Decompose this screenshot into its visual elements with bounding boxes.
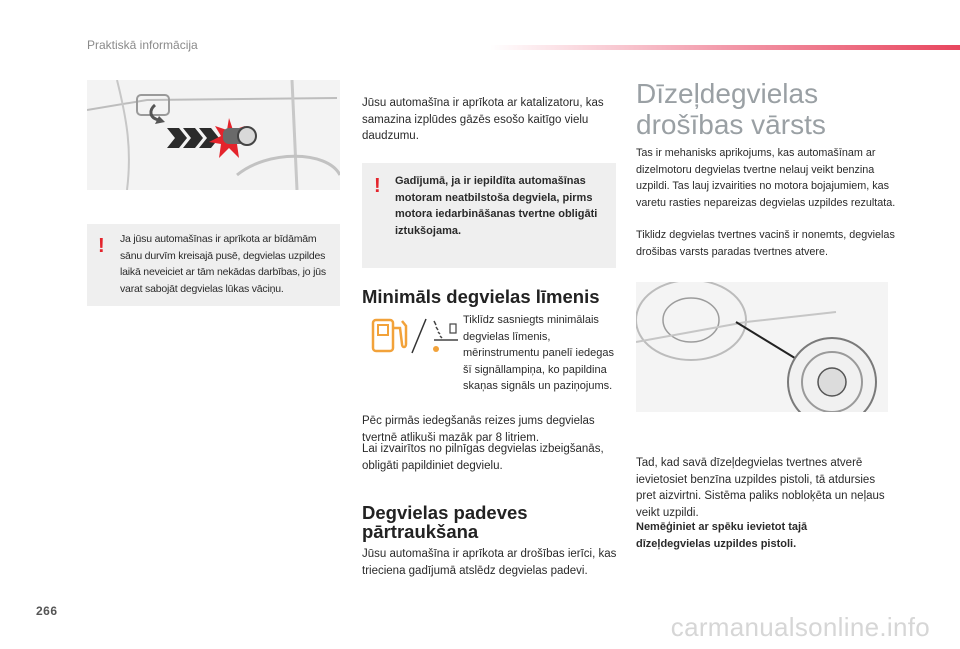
middle-warning-text: Gadījumā, ja ir iepildīta automašīnas motoram neatbilstoša degviela, pirms motora iedarbināšanas tvertne obligāti iztukšojama. <box>395 175 598 237</box>
warning-icon: ! <box>374 175 381 197</box>
min-level-para1: Pēc pirmās iedegšanās reizes jums degvielas tvertnē atlikuši mazāk par 8 litriem. <box>362 415 595 444</box>
diesel-valve-para2: Tiklidz degvielas tvertnes vacinš ir nonemts, degvielas drošibas varsts paradas tvertnes atvere. <box>636 229 895 258</box>
diesel-valve-illustration <box>636 282 888 412</box>
min-level-icon-text: Tiklīdz sasniegts minimālais degvielas līmenis, mērinstrumentu panelī iedegas šī signāllampiņa, ko papildina skaņas signāls un paziņojums. <box>463 314 615 392</box>
left-warning-box <box>87 224 340 306</box>
diesel-valve-para4: Nemēģiniet ar spēku ievietot tajā dīzeļdegvielas uzpildes pistoli. <box>636 521 808 550</box>
separator-slash-icon <box>409 316 429 356</box>
catalyst-intro: Jūsu automašīna ir aprīkota ar katalizatoru, kas samazina izplūdes gāzēs esošo kaitīgo vielu daudzumu. <box>362 97 604 142</box>
min-level-heading: Minimāls degvielas līmenis <box>362 286 600 307</box>
fuel-cutoff-heading: Degvielas padeves pārtraukšana <box>362 502 528 542</box>
sliding-door-illustration <box>87 80 340 190</box>
warning-icon: ! <box>98 235 105 257</box>
left-warning-text: Ja jūsu automašīnas ir aprīkota ar bīdāmām sānu durvīm kreisajā pusē, degvielas uzpildes laikā neveiciet ar tām nekādas darbības, jo jūs varat sabojāt degvielas lūkas vāciņu. <box>120 233 326 295</box>
header-accent-bar <box>490 45 960 50</box>
diesel-valve-heading: Dīzeļdegvielas drošības vārsts <box>636 78 826 140</box>
section-title: Praktiskā informācija <box>87 38 198 52</box>
min-level-para2: Lai izvairītos no pilnīgas degvielas izbeigšanās, obligāti papildiniet degvielu. <box>362 443 604 472</box>
page-number: 266 <box>36 604 58 618</box>
fuel-cutoff-text: Jūsu automašīna ir aprīkota ar drošības ierīci, kas trieciena gadījumā atslēdz degvielas padevi. <box>362 548 617 577</box>
watermark: carmanualsonline.info <box>670 612 930 642</box>
fuel-gauge-icon <box>428 313 462 355</box>
diesel-valve-para1: Tas ir mehanisks aprikojums, kas automašīnam ar dizelmotoru degvielas tvertne nelauj veikt benzina uzpildi. Tas lauj izvairities no motora bojajumiem, kas varetu rasties nepareizas degvielas uzpildes rezultata. <box>636 147 896 209</box>
middle-warning-box <box>362 163 616 268</box>
diesel-valve-para3: Tad, kad savā dīzeļdegvielas tvertnes atverē ievietosiet benzīna uzpildes pistoli, tā atdursies pret aizvirtni. Sistēma paliks nobloķēta un neļaus veikt uzpildi. <box>636 457 885 519</box>
